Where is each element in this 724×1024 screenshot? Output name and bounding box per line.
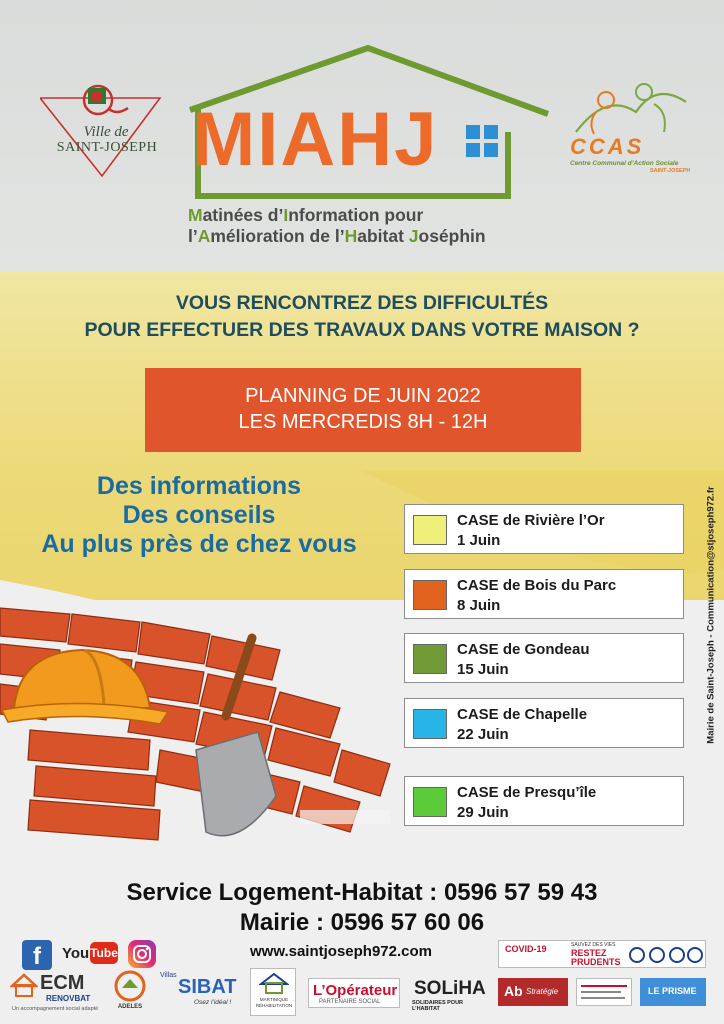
soliha-sub: SOLIDAIRES POUR L’HABITAT bbox=[412, 1000, 464, 1012]
tagline-line1 bbox=[188, 205, 528, 226]
ab-name: Stratégie bbox=[526, 987, 559, 996]
elbow-icon bbox=[687, 947, 703, 963]
schedule-card bbox=[404, 776, 684, 826]
ccas-city: SAINT-JOSEPH bbox=[650, 168, 691, 174]
schedule-place: CASE de Bois du Parc bbox=[457, 577, 617, 594]
ecm-logo bbox=[10, 972, 120, 1016]
plus-icon bbox=[466, 125, 498, 157]
ccas-name: CCAS bbox=[570, 134, 645, 159]
color-swatch bbox=[413, 644, 447, 674]
color-swatch bbox=[413, 580, 447, 610]
sibat-logo bbox=[160, 972, 237, 1012]
vertical-credit bbox=[703, 470, 719, 760]
schedule-place: CASE de Presqu’île bbox=[457, 784, 597, 801]
tagline-text: nformation pour bbox=[288, 205, 424, 225]
question-line2: POUR EFFECTUER DES TRAVAUX DANS VOTRE MAISON ? bbox=[84, 319, 640, 341]
schedule-date: 8 Juin bbox=[457, 597, 501, 614]
schedule-card bbox=[404, 633, 684, 683]
covid-badge bbox=[498, 940, 706, 968]
tagline-text: l’ bbox=[188, 226, 198, 246]
mask-icon bbox=[629, 947, 645, 963]
schedule-place: CASE de Gondeau bbox=[457, 641, 590, 658]
operateur-name: L’Opérateur bbox=[313, 982, 398, 999]
tagline-initial: A bbox=[197, 226, 211, 246]
covid-restez: RESTEZ bbox=[571, 948, 607, 958]
planning-line2: LES MERCREDIS 8H - 12H bbox=[238, 411, 488, 433]
covid-prudents: PRUDENTS bbox=[571, 957, 621, 967]
contact-mairie: Mairie : 0596 57 60 06 bbox=[239, 909, 485, 936]
schedule-place: CASE de Chapelle bbox=[457, 706, 588, 723]
ecm-name: ECM bbox=[40, 972, 85, 994]
bricks-illustration bbox=[0, 600, 410, 862]
color-swatch bbox=[413, 515, 447, 545]
tagline-initial: I bbox=[283, 205, 289, 225]
info-line: Des informations bbox=[96, 472, 302, 500]
martinique-name: MARTINIQUE RÉHABILITATION bbox=[255, 997, 293, 1008]
handwash-icon bbox=[669, 947, 685, 963]
prisme-logo bbox=[640, 978, 706, 1006]
ab-mark: Ab bbox=[504, 983, 523, 999]
tagline-text: mélioration de l’ bbox=[210, 226, 345, 246]
ccas-subtitle: Centre Communal d’Action Sociale bbox=[570, 160, 679, 167]
planning-line1: PLANNING DE JUIN 2022 bbox=[245, 385, 481, 407]
tagline-text: abitat bbox=[357, 226, 409, 246]
info-line: Au plus près de chez vous bbox=[41, 530, 357, 558]
youtube-icon[interactable] bbox=[62, 940, 118, 968]
facebook-icon[interactable] bbox=[22, 940, 52, 970]
adeles-icon bbox=[114, 970, 146, 1002]
headline-question bbox=[60, 290, 664, 344]
tagline-text: atinées d’ bbox=[202, 205, 284, 225]
schedule-card bbox=[404, 698, 684, 748]
city-logo-line1: Ville de bbox=[83, 124, 129, 140]
color-swatch bbox=[413, 787, 447, 817]
schedule-date: 29 Juin bbox=[457, 804, 509, 821]
schedule-card bbox=[404, 569, 684, 619]
tagline bbox=[188, 205, 528, 247]
city-logo-line2: SAINT-JOSEPH bbox=[56, 140, 158, 155]
planning-box bbox=[145, 368, 581, 452]
schedule-date: 22 Juin bbox=[457, 726, 509, 743]
tagline-initial: J bbox=[408, 226, 419, 246]
adeles-name: ADELES bbox=[117, 1004, 143, 1010]
ecm-sub: RENOVBAT bbox=[46, 994, 91, 1003]
ab-strategie-logo bbox=[498, 978, 568, 1006]
question-line1: VOUS RENCONTREZ DES DIFFICULTÉS bbox=[175, 292, 549, 314]
ecm-desc: Un accompagnement social adapté bbox=[12, 1006, 99, 1012]
tagline-text: oséphin bbox=[418, 226, 486, 246]
instagram-icon[interactable] bbox=[128, 940, 156, 968]
card-line bbox=[581, 997, 625, 999]
card-line bbox=[581, 991, 621, 993]
facebook-letter: f bbox=[33, 943, 41, 970]
brand-title: MIAHJ bbox=[192, 97, 439, 182]
instagram-glyph bbox=[128, 940, 156, 968]
tagline-line2 bbox=[188, 226, 528, 247]
sibat-small: Villas bbox=[160, 972, 177, 979]
schedule-date: 15 Juin bbox=[457, 661, 509, 678]
sibat-slogan: Osez l’idéal ! bbox=[194, 999, 232, 1006]
contact-service: Service Logement-Habitat : 0596 57 59 43 bbox=[126, 879, 598, 906]
soliha-logo bbox=[410, 978, 490, 1012]
operateur-sub: PARTENAIRE SOCIAL bbox=[319, 999, 381, 1005]
schedule-place: CASE de Rivière l’Or bbox=[457, 512, 605, 529]
sibat-name: SIBAT bbox=[178, 976, 237, 998]
contact-card-logo bbox=[576, 978, 632, 1006]
card-line bbox=[581, 985, 627, 987]
schedule-date: 1 Juin bbox=[457, 532, 501, 549]
website-link[interactable]: www.saintjoseph972.com bbox=[250, 943, 432, 960]
tagline-initial: H bbox=[344, 226, 358, 246]
distance-icon bbox=[649, 947, 665, 963]
youtube-you: You bbox=[62, 945, 90, 962]
info-list bbox=[14, 472, 384, 559]
schedule-card bbox=[404, 504, 684, 554]
martinique-logo bbox=[250, 968, 296, 1016]
youtube-tube: Tube bbox=[90, 942, 118, 964]
covid-sauvez: SAUVEZ DES VIES bbox=[571, 942, 616, 948]
adeles-logo bbox=[112, 970, 148, 1016]
tagline-initial: M bbox=[188, 205, 203, 225]
ecm-house-icon bbox=[10, 972, 38, 998]
info-line: Des conseils bbox=[122, 501, 276, 529]
prisme-name: LE PRISME bbox=[648, 986, 697, 996]
color-swatch bbox=[413, 709, 447, 739]
credit-text: Mairie de Saint-Joseph - Communication@stjoseph972.fr bbox=[705, 486, 717, 744]
covid-title: COVID-19 bbox=[505, 944, 547, 954]
soliha-name: SOLiHA bbox=[414, 978, 486, 999]
martinique-house-icon bbox=[259, 972, 289, 994]
operateur-logo bbox=[308, 978, 400, 1008]
